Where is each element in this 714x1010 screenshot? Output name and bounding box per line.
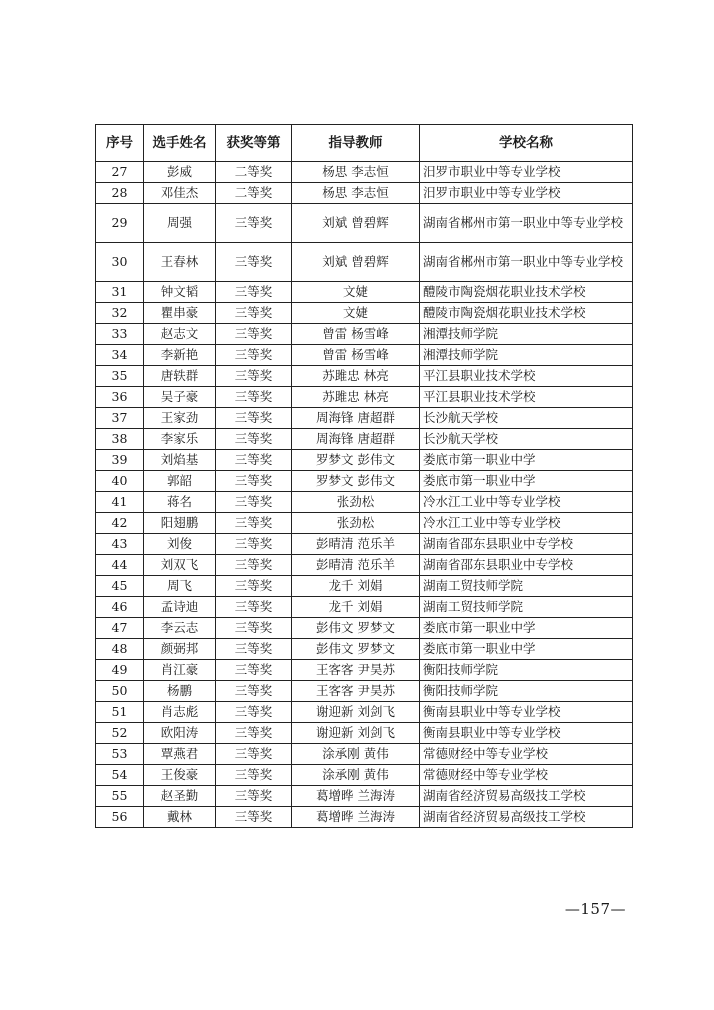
table-row: [96, 408, 633, 429]
table-row: [96, 183, 633, 204]
row-index: 40: [96, 471, 144, 492]
row-index: 44: [96, 555, 144, 576]
school-name: 湖南工贸技师学院: [420, 597, 633, 618]
header-award-level: 获奖等第: [216, 125, 292, 162]
contestant-name: 赵圣勤: [144, 786, 216, 807]
instructor-names: 杨思 李志恒: [292, 162, 420, 183]
table-row: [96, 765, 633, 786]
contestant-name: 王家劲: [144, 408, 216, 429]
contestant-name: 王俊豪: [144, 765, 216, 786]
award-level: 三等奖: [216, 303, 292, 324]
contestant-name: 覃燕君: [144, 744, 216, 765]
row-index: 53: [96, 744, 144, 765]
table-row: [96, 303, 633, 324]
school-name: 娄底市第一职业中学: [420, 639, 633, 660]
school-name: 湘潭技师学院: [420, 324, 633, 345]
instructor-names: 彭伟文 罗梦文: [292, 639, 420, 660]
school-name: 平江县职业技术学校: [420, 387, 633, 408]
school-name: 湖南省郴州市第一职业中等专业学校: [420, 204, 633, 243]
row-index: 27: [96, 162, 144, 183]
row-index: 29: [96, 204, 144, 243]
school-name: 衡阳技师学院: [420, 681, 633, 702]
school-name: 湖南省邵东县职业中专学校: [420, 534, 633, 555]
row-index: 42: [96, 513, 144, 534]
table-row: [96, 786, 633, 807]
table-row: [96, 618, 633, 639]
row-index: 47: [96, 618, 144, 639]
instructor-names: 杨思 李志恒: [292, 183, 420, 204]
award-level: 三等奖: [216, 786, 292, 807]
row-index: 41: [96, 492, 144, 513]
table-row: [96, 576, 633, 597]
award-level: 三等奖: [216, 324, 292, 345]
row-index: 55: [96, 786, 144, 807]
instructor-names: 罗梦文 彭伟文: [292, 471, 420, 492]
table-row: [96, 345, 633, 366]
contestant-name: 周飞: [144, 576, 216, 597]
school-name: 湖南省经济贸易高级技工学校: [420, 786, 633, 807]
table-row: [96, 450, 633, 471]
school-name: 衡阳技师学院: [420, 660, 633, 681]
award-level: 三等奖: [216, 597, 292, 618]
table-row: [96, 660, 633, 681]
awards-table: [95, 124, 633, 828]
school-name: 湖南省经济贸易高级技工学校: [420, 807, 633, 828]
contestant-name: 唐轶群: [144, 366, 216, 387]
school-name: 醴陵市陶瓷烟花职业技术学校: [420, 282, 633, 303]
instructor-names: 彭晴清 范乐羊: [292, 555, 420, 576]
row-index: 38: [96, 429, 144, 450]
instructor-names: 文婕: [292, 282, 420, 303]
instructor-names: 刘斌 曾碧辉: [292, 204, 420, 243]
award-level: 三等奖: [216, 513, 292, 534]
header-row: [96, 125, 633, 162]
contestant-name: 颜弼邦: [144, 639, 216, 660]
contestant-name: 刘俊: [144, 534, 216, 555]
table-row: [96, 807, 633, 828]
row-index: 31: [96, 282, 144, 303]
award-level: 三等奖: [216, 639, 292, 660]
table-row: [96, 282, 633, 303]
award-level: 三等奖: [216, 702, 292, 723]
contestant-name: 孟诗迪: [144, 597, 216, 618]
row-index: 28: [96, 183, 144, 204]
instructor-names: 周海锋 唐超群: [292, 429, 420, 450]
award-level: 三等奖: [216, 471, 292, 492]
contestant-name: 肖志彪: [144, 702, 216, 723]
school-name: 平江县职业技术学校: [420, 366, 633, 387]
instructor-names: 葛增晔 兰海涛: [292, 786, 420, 807]
award-level: 三等奖: [216, 576, 292, 597]
table-row: [96, 744, 633, 765]
contestant-name: 赵志文: [144, 324, 216, 345]
contestant-name: 邓佳杰: [144, 183, 216, 204]
row-index: 52: [96, 723, 144, 744]
school-name: 娄底市第一职业中学: [420, 471, 633, 492]
instructor-names: 张劲松: [292, 513, 420, 534]
award-level: 三等奖: [216, 618, 292, 639]
school-name: 常德财经中等专业学校: [420, 744, 633, 765]
school-name: 湖南省郴州市第一职业中等专业学校: [420, 243, 633, 282]
instructor-names: 葛增晔 兰海涛: [292, 807, 420, 828]
school-name: 冷水江工业中等专业学校: [420, 513, 633, 534]
header-index: 序号: [96, 125, 144, 162]
row-index: 45: [96, 576, 144, 597]
award-level: 二等奖: [216, 183, 292, 204]
award-level: 三等奖: [216, 555, 292, 576]
award-level: 三等奖: [216, 450, 292, 471]
instructor-names: 谢迎新 刘剑飞: [292, 723, 420, 744]
contestant-name: 王春林: [144, 243, 216, 282]
school-name: 衡南县职业中等专业学校: [420, 723, 633, 744]
instructor-names: 涂承刚 黄伟: [292, 765, 420, 786]
contestant-name: 瞿串豪: [144, 303, 216, 324]
award-level: 三等奖: [216, 204, 292, 243]
award-level: 三等奖: [216, 429, 292, 450]
header-school-name: 学校名称: [420, 125, 633, 162]
table-row: [96, 555, 633, 576]
award-level: 三等奖: [216, 492, 292, 513]
table-row: [96, 639, 633, 660]
row-index: 37: [96, 408, 144, 429]
instructor-names: 王客客 尹昊苏: [292, 660, 420, 681]
award-level: 三等奖: [216, 282, 292, 303]
contestant-name: 杨鹏: [144, 681, 216, 702]
header-instructor: 指导教师: [292, 125, 420, 162]
table-row: [96, 162, 633, 183]
table-header: [96, 125, 633, 162]
school-name: 湘潭技师学院: [420, 345, 633, 366]
instructor-names: 彭伟文 罗梦文: [292, 618, 420, 639]
instructor-names: 王客客 尹昊苏: [292, 681, 420, 702]
row-index: 46: [96, 597, 144, 618]
table-row: [96, 681, 633, 702]
school-name: 常德财经中等专业学校: [420, 765, 633, 786]
table-row: [96, 387, 633, 408]
award-level: 三等奖: [216, 681, 292, 702]
award-level: 三等奖: [216, 243, 292, 282]
award-level: 三等奖: [216, 387, 292, 408]
table-row: [96, 513, 633, 534]
table-row: [96, 534, 633, 555]
row-index: 49: [96, 660, 144, 681]
contestant-name: 刘双飞: [144, 555, 216, 576]
award-level: 三等奖: [216, 660, 292, 681]
instructor-names: 彭晴清 范乐羊: [292, 534, 420, 555]
row-index: 35: [96, 366, 144, 387]
school-name: 冷水江工业中等专业学校: [420, 492, 633, 513]
instructor-names: 涂承刚 黄伟: [292, 744, 420, 765]
row-index: 54: [96, 765, 144, 786]
contestant-name: 李云志: [144, 618, 216, 639]
contestant-name: 彭威: [144, 162, 216, 183]
award-level: 三等奖: [216, 765, 292, 786]
contestant-name: 蒋名: [144, 492, 216, 513]
school-name: 汨罗市职业中等专业学校: [420, 162, 633, 183]
award-level: 三等奖: [216, 744, 292, 765]
table-row: [96, 702, 633, 723]
instructor-names: 文婕: [292, 303, 420, 324]
row-index: 32: [96, 303, 144, 324]
row-index: 48: [96, 639, 144, 660]
instructor-names: 罗梦文 彭伟文: [292, 450, 420, 471]
table-row: [96, 324, 633, 345]
school-name: 湖南省邵东县职业中专学校: [420, 555, 633, 576]
table-row: [96, 597, 633, 618]
award-level: 三等奖: [216, 534, 292, 555]
table-row: [96, 492, 633, 513]
row-index: 39: [96, 450, 144, 471]
contestant-name: 刘焰基: [144, 450, 216, 471]
table-row: [96, 723, 633, 744]
row-index: 56: [96, 807, 144, 828]
instructor-names: 周海锋 唐超群: [292, 408, 420, 429]
row-index: 30: [96, 243, 144, 282]
contestant-name: 李新艳: [144, 345, 216, 366]
instructor-names: 苏雎忠 林亮: [292, 366, 420, 387]
table-row: [96, 204, 633, 243]
contestant-name: 吴子豪: [144, 387, 216, 408]
table-body: [96, 162, 633, 828]
school-name: 长沙航天学校: [420, 429, 633, 450]
contestant-name: 李家乐: [144, 429, 216, 450]
table-row: [96, 243, 633, 282]
award-level: 三等奖: [216, 345, 292, 366]
school-name: 汨罗市职业中等专业学校: [420, 183, 633, 204]
school-name: 醴陵市陶瓷烟花职业技术学校: [420, 303, 633, 324]
instructor-names: 谢迎新 刘剑飞: [292, 702, 420, 723]
school-name: 娄底市第一职业中学: [420, 618, 633, 639]
contestant-name: 肖江豪: [144, 660, 216, 681]
contestant-name: 阳翅鹏: [144, 513, 216, 534]
school-name: 衡南县职业中等专业学校: [420, 702, 633, 723]
award-level: 三等奖: [216, 366, 292, 387]
instructor-names: 龙千 刘娟: [292, 576, 420, 597]
row-index: 36: [96, 387, 144, 408]
page-number: —157—: [564, 900, 626, 918]
instructor-names: 龙千 刘娟: [292, 597, 420, 618]
school-name: 湖南工贸技师学院: [420, 576, 633, 597]
row-index: 34: [96, 345, 144, 366]
contestant-name: 欧阳涛: [144, 723, 216, 744]
row-index: 50: [96, 681, 144, 702]
award-level: 二等奖: [216, 162, 292, 183]
instructor-names: 曾雷 杨雪峰: [292, 345, 420, 366]
table-row: [96, 471, 633, 492]
contestant-name: 戴林: [144, 807, 216, 828]
row-index: 51: [96, 702, 144, 723]
contestant-name: 钟文韬: [144, 282, 216, 303]
award-level: 三等奖: [216, 408, 292, 429]
school-name: 长沙航天学校: [420, 408, 633, 429]
award-level: 三等奖: [216, 723, 292, 744]
instructor-names: 刘斌 曾碧辉: [292, 243, 420, 282]
row-index: 33: [96, 324, 144, 345]
school-name: 娄底市第一职业中学: [420, 450, 633, 471]
table-row: [96, 366, 633, 387]
instructor-names: 苏雎忠 林亮: [292, 387, 420, 408]
header-contestant-name: 选手姓名: [144, 125, 216, 162]
contestant-name: 周强: [144, 204, 216, 243]
row-index: 43: [96, 534, 144, 555]
table-row: [96, 429, 633, 450]
instructor-names: 曾雷 杨雪峰: [292, 324, 420, 345]
instructor-names: 张劲松: [292, 492, 420, 513]
contestant-name: 郭韶: [144, 471, 216, 492]
award-level: 三等奖: [216, 807, 292, 828]
